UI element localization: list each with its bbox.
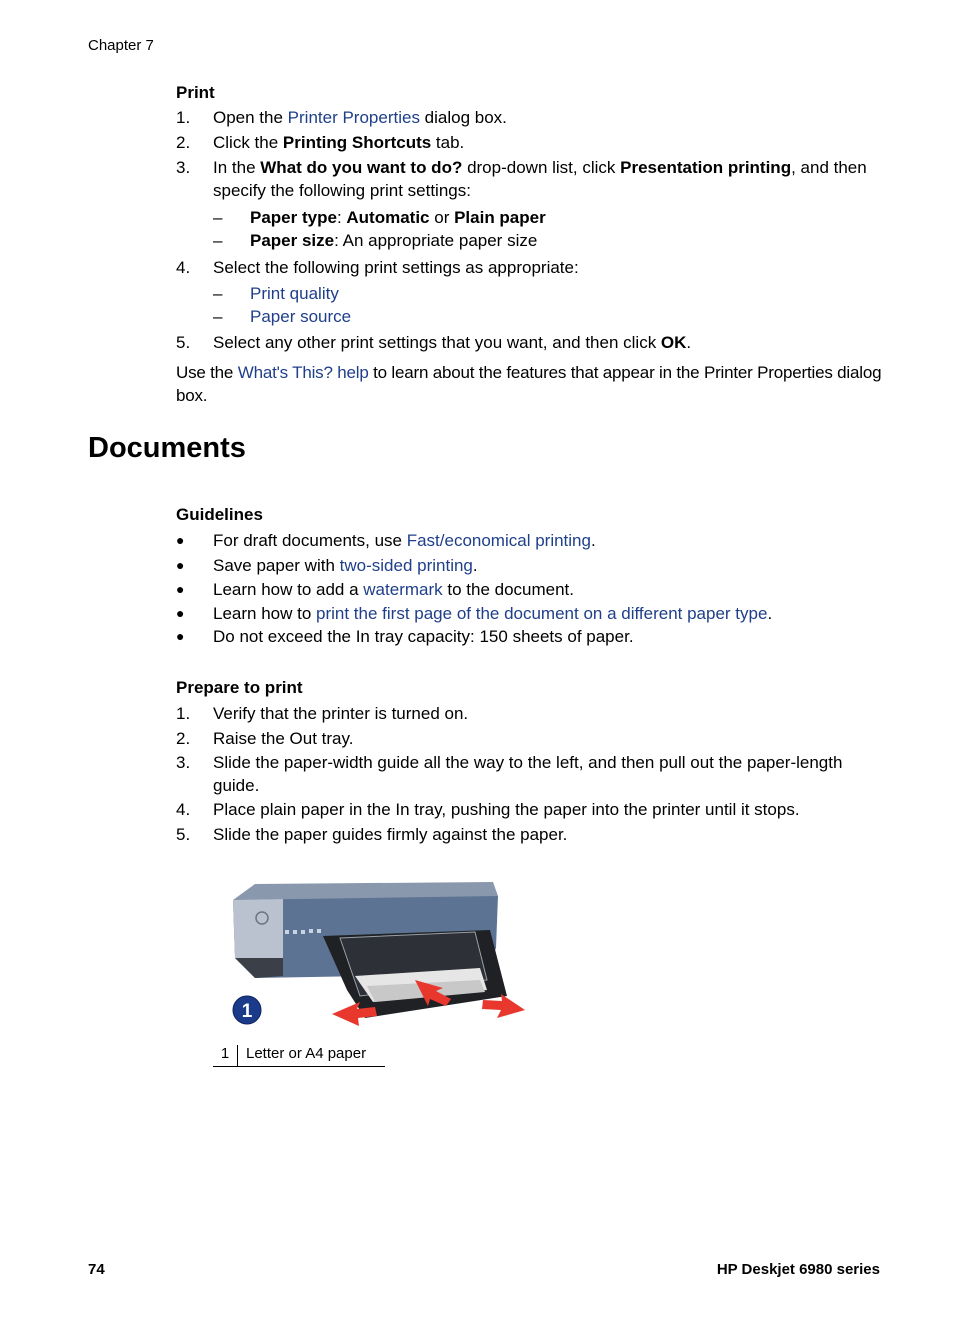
chapter-header: Chapter 7 [88,37,154,54]
printer-properties-link[interactable]: Printer Properties [287,108,420,127]
print-step-3: 3. In the What do you want to do? drop-down list, click Presentation printing, and then specify the following print settings: [176,158,867,200]
caption-number: 1 [213,1045,238,1066]
guideline-item: ● Learn how to print the first page of the document on a different paper type. [176,604,773,623]
watermark-link[interactable]: watermark [363,580,443,599]
callout-number: 1 [241,1001,253,1022]
fast-economical-printing-link[interactable]: Fast/economical printing [406,531,591,550]
two-sided-printing-link[interactable]: two-sided printing [339,556,473,575]
guideline-item: ● For draft documents, use Fast/economical printing. [176,531,596,550]
print-quality-link[interactable]: Print quality [250,284,339,303]
prepare-step: 5. Slide the paper guides firmly against the paper. [176,825,568,844]
first-page-different-paper-link[interactable]: print the first page of the document on a different paper type [316,604,768,623]
prepare-step: 4. Place plain paper in the In tray, pushing the paper into the printer until it stops. [176,800,800,819]
bullet-icon: ● [176,628,185,644]
prepare-step: 2. Raise the Out tray. [176,729,354,748]
bullet-icon: ● [176,532,185,548]
printer-illustration [225,878,530,1028]
caption-text: Letter or A4 paper [246,1045,367,1062]
print-heading: Print [176,83,215,102]
guideline-item: ● Save paper with two-sided printing. [176,556,478,575]
print-step-4: 4. Select the following print settings as appropriate: [176,258,579,277]
print-step-1: 1. Open the Printer Properties dialog box. [176,108,507,127]
print-step-2: 2. Click the Printing Shortcuts tab. [176,133,465,152]
prepare-step: 1. Verify that the printer is turned on. [176,704,469,723]
guideline-item: ● Do not exceed the In tray capacity: 150 sheets of paper. [176,627,634,646]
step4-item-paper-source: – Paper source [213,307,352,326]
product-name: HP Deskjet 6980 series [716,1261,880,1278]
page-number: 74 [88,1261,105,1278]
prepare-section [176,676,882,846]
print-step-5: 5. Select any other print settings that you want, and then click OK. [176,333,692,352]
bullet-icon: ● [176,581,185,597]
bullet-icon: ● [176,605,185,621]
paper-source-link[interactable]: Paper source [250,307,352,326]
figure-caption [213,1042,385,1067]
step3-item-paper-size: – Paper size: An appropriate paper size [213,231,538,250]
step4-item-print-quality: – Print quality [213,284,339,303]
print-section [176,81,882,407]
prepare-step: 3. Slide the paper-width guide all the way to the left, and then pull out the paper-length guide. [176,753,843,795]
printer-side-panel [233,899,283,958]
bullet-icon: ● [176,557,185,573]
documents-title: Documents [88,432,246,464]
whats-this-help-link[interactable]: What's This? help [237,363,369,382]
printer-base [235,958,283,978]
step3-item-paper-type: – Paper type: Automatic or Plain paper [213,208,546,227]
guidelines-heading: Guidelines [176,505,263,524]
whats-this-note: Use the What's This? help to learn about the features that appear in the Printer Properties dialog box. [176,363,882,405]
guideline-item: ● Learn how to add a watermark to the document. [176,580,575,599]
prepare-heading: Prepare to print [176,678,303,697]
guidelines-section [176,503,882,648]
